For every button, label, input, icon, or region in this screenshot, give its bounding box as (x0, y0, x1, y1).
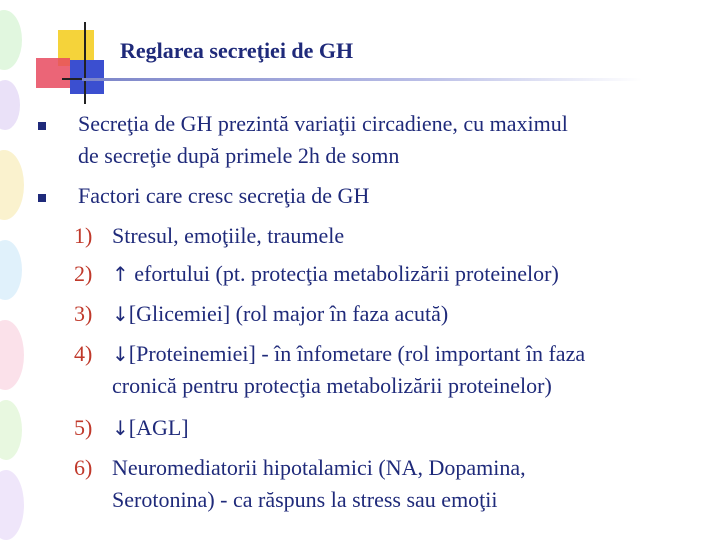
list-item-text (112, 452, 526, 484)
bullet-text-1-line-2: de secreţie după primele 2h de somn (78, 143, 400, 168)
item-number: 1) (74, 223, 93, 248)
list-item-text (112, 258, 559, 290)
decorative-left-border (0, 0, 30, 540)
list-item-text (112, 412, 189, 444)
list-item-text (112, 338, 585, 370)
list-item-label: [Glicemiei] (rol major în faza acută) (128, 301, 449, 326)
down-arrow-icon: ↓ (112, 342, 129, 366)
item-number: 5) (74, 415, 93, 440)
item-number: 6) (74, 455, 93, 480)
down-arrow-icon: ↓ (112, 416, 129, 440)
list-item-text (112, 220, 344, 252)
list-item-label: efortului (pt. protecţia metabolizării proteinelor) (128, 261, 559, 286)
slide-title: Reglarea secreţiei de GH (120, 38, 354, 63)
bullet-marker (38, 194, 46, 202)
list-item-label: [Proteinemiei] - în înfometare (rol important în faza (128, 341, 586, 366)
down-arrow-icon: ↓ (112, 302, 129, 326)
item-number: 3) (74, 301, 93, 326)
list-item-label: [AGL] (128, 415, 189, 440)
list-item-text (112, 298, 448, 330)
bullet-text-1-line-1: Secreţia de GH prezintă variaţii circadiene, cu maximul (78, 111, 568, 136)
bullet-marker (38, 122, 46, 130)
item-number: 2) (74, 261, 93, 286)
list-item-label: Neuromediatorii hipotalamici (NA, Dopamina, (112, 455, 526, 480)
item-number: 4) (74, 341, 93, 366)
bullet-text-2: Factori care cresc secreţia de GH (78, 183, 370, 208)
list-item-text-continued: cronică pentru protecţia metabolizării proteinelor) (112, 373, 552, 398)
title-underline (82, 78, 642, 81)
list-item-text-continued: Serotonina) - ca răspuns la stress sau emoţii (112, 487, 498, 512)
list-item-label: Stresul, emoţiile, traumele (112, 223, 345, 248)
up-arrow-icon: ↑ (112, 262, 129, 286)
logo-decoration (36, 18, 126, 108)
